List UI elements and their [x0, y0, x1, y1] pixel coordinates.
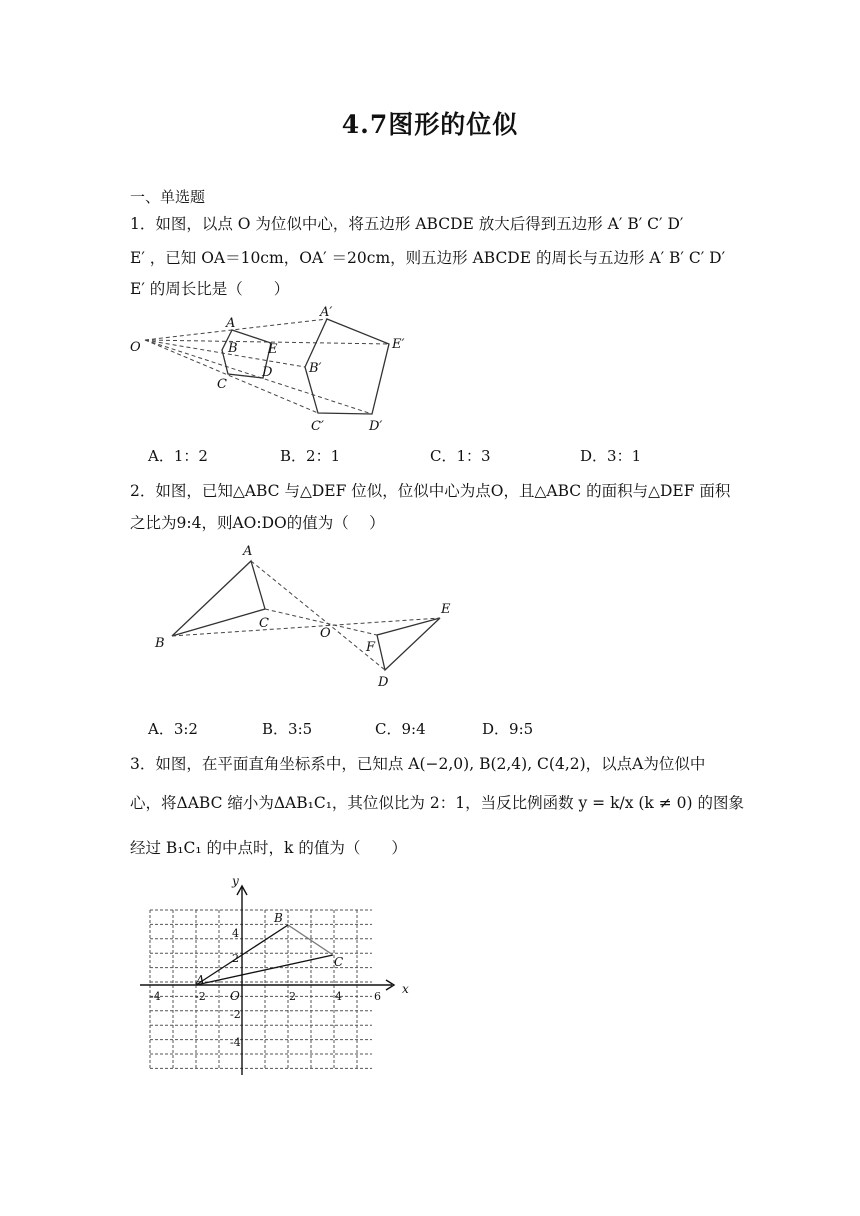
- q2-option-d[interactable]: D．9:5: [482, 720, 534, 738]
- q1-label-a-prime: A′: [320, 305, 333, 320]
- q3-label-b: B: [274, 911, 283, 925]
- q3-tick-y-neg2: -2: [230, 1008, 241, 1021]
- q1-label-c-prime: C′: [311, 419, 324, 434]
- q1-ray-a: [145, 319, 327, 340]
- q2-text-line2: 之比为9:4，则AO:DO的值为（ ）: [130, 514, 385, 532]
- q2-label-c: C: [259, 616, 269, 631]
- q1-label-e-prime: E′: [392, 337, 405, 352]
- q1-option-d[interactable]: D．3：1: [580, 447, 642, 465]
- page-title: 4.7图形的位似: [341, 110, 519, 139]
- q2-option-a[interactable]: A．3:2: [148, 720, 198, 738]
- q3-tick-x-neg2: -2: [195, 990, 206, 1003]
- q1-option-b[interactable]: B．2：1: [280, 447, 341, 465]
- q2-option-b[interactable]: B．3:5: [262, 720, 313, 738]
- q3-text-line1: 3．如图，在平面直角坐标系中，已知点 A(−2,0), B(2,4), C(4,2)，以点A为位似中: [130, 755, 706, 773]
- q1-label-d-prime: D′: [369, 419, 383, 434]
- q2-line-be: [172, 618, 440, 636]
- q2-label-d: D: [378, 675, 389, 690]
- q1-option-c[interactable]: C．1：3: [430, 447, 491, 465]
- q3-label-c: C: [334, 955, 344, 969]
- q3-text-line3: 经过 B₁C₁ 的中点时，k 的值为（ ）: [130, 839, 407, 857]
- q3-label-o: O: [230, 989, 240, 1003]
- q2-triangle-abc: [172, 561, 265, 636]
- q2-line-ad: [251, 561, 385, 670]
- q2-label-f: F: [366, 640, 376, 655]
- q2-label-e: E: [441, 602, 451, 617]
- q1-option-a[interactable]: A．1：2: [148, 447, 208, 465]
- section-heading: 一、单选题: [130, 188, 206, 206]
- q3-axes: [140, 886, 394, 1075]
- q3-label-y: y: [232, 874, 239, 888]
- q1-label-e: E: [268, 342, 278, 357]
- q1-label-b: B: [228, 341, 238, 356]
- q2-figure: [172, 561, 440, 670]
- q3-tick-y-neg4: -4: [230, 1036, 241, 1049]
- q2-label-b: B: [155, 636, 165, 651]
- q3-tick-x-4: 4: [335, 990, 342, 1003]
- q3-tick-x-2: 2: [289, 990, 296, 1003]
- q3-label-x: x: [402, 982, 409, 996]
- q3-figure: [140, 874, 409, 1075]
- q2-label-a: A: [243, 544, 253, 559]
- q1-text-line2: E′ ，已知 OA＝10cm，OA′ ＝20cm，则五边形 ABCDE 的周长与五边形 A′ B′ C′ D′: [130, 249, 726, 267]
- q1-label-a: A: [226, 316, 236, 331]
- q1-text-line3: E′ 的周长比是（ ）: [130, 280, 290, 298]
- q1-labels: [130, 305, 404, 434]
- q3-label-a: A: [196, 973, 205, 987]
- q2-label-o: O: [320, 626, 331, 641]
- q1-label-b-prime: B′: [309, 361, 322, 376]
- q3-tick-x-6: 6: [374, 990, 381, 1003]
- q1-label-c: C: [217, 377, 227, 392]
- q3-tick-x-neg4: -4: [150, 990, 161, 1003]
- q2-text-line1: 2．如图，已知△ABC 与△DEF 位似，位似中心为点O，且△ABC 的面积与△DEF 面积: [130, 482, 731, 500]
- q3-tick-y-4: 4: [232, 927, 239, 940]
- q1-label-d: D: [262, 365, 273, 380]
- q1-text-line1: 1．如图，以点 O 为位似中心，将五边形 ABCDE 放大后得到五边形 A′ B′ C′ D′: [130, 215, 684, 233]
- q3-text-line2: 心，将ΔABC 缩小为ΔAB₁C₁，其位似比为 2：1，当反比例函数 y = k/x (k ≠ 0) 的图象: [130, 794, 744, 812]
- q2-triangle-def: [377, 618, 440, 670]
- q2-labels: [154, 544, 451, 690]
- q3-tick-y-2: 2: [232, 952, 239, 965]
- q1-label-o: O: [130, 340, 141, 355]
- q2-option-c[interactable]: C．9:4: [375, 720, 426, 738]
